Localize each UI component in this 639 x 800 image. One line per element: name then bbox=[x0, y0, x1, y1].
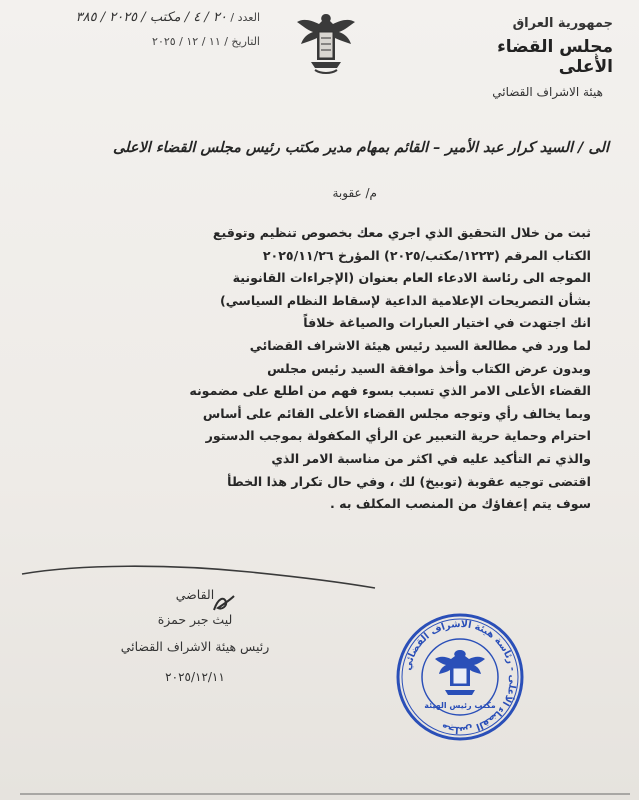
body-line: الموجه الى رئاسة الادعاء العام بعنوان (الإجراءات القانونية bbox=[232, 270, 591, 286]
body-line: ثبت من خلال التحقيق الذي اجري معك بخصوص تنظيم وتوقيع bbox=[212, 225, 591, 240]
body-line: انك اجتهدت في اختيار العبارات والصياغة خلافاً bbox=[303, 315, 591, 331]
body-line: سوف يتم إعفاؤك من المنصب المكلف به . bbox=[329, 496, 591, 512]
signatory-position: رئيس هيئة الاشراف القضائي bbox=[120, 639, 270, 654]
stamp-bottom-text: مكتب رئيس الهيئة bbox=[424, 701, 496, 710]
authority-name: هيئة الاشراف القضائي bbox=[492, 85, 603, 99]
subject-line: م/ عقوبة bbox=[332, 186, 377, 200]
date-value: ١١ / ١٢ / ٢٠٢٥ bbox=[152, 35, 221, 48]
body-line: احترام وحماية حرية التعبير عن الرأي المكفولة بموجب الدستور bbox=[205, 428, 591, 444]
signature-block bbox=[95, 585, 295, 684]
letter-body bbox=[96, 222, 591, 516]
signatory-title: القاضي bbox=[175, 587, 215, 602]
reference-number: ٢٠ / ٤ / مكتب / ٢٠٢٥ / ٣٨٥ bbox=[75, 10, 227, 25]
signatory-name: ليث جبر حمزة bbox=[157, 612, 233, 627]
official-stamp bbox=[395, 612, 525, 742]
letterhead-left bbox=[30, 8, 260, 48]
body-line: بشأن التصريحات الإعلامية الداعية لإسقاط النظام السياسي) bbox=[219, 292, 591, 308]
body-line: لما ورد في مطالعة السيد رئيس هيئة الاشراف القضائي bbox=[249, 337, 591, 353]
eagle-emblem-icon bbox=[295, 8, 357, 78]
date-label: التاريخ / bbox=[224, 35, 260, 48]
stamp-outer-text: مجلس القضاء الأعلى - رئاسة هيئة الاشراف القضائي bbox=[402, 618, 519, 736]
body-line: وبدون عرض الكتاب وأخذ موافقة السيد رئيس مجلس bbox=[267, 360, 591, 376]
council-name: مجلس القضاء الأعلى bbox=[497, 37, 613, 77]
body-line: والذي تم التأكيد عليه في اكثر من مناسبة الامر الذي bbox=[271, 450, 591, 466]
date-row bbox=[30, 35, 260, 48]
signature-date: ٢٠٢٥/١٢/١١ bbox=[165, 670, 225, 684]
reference-label: العدد / bbox=[230, 11, 260, 24]
body-line: اقتضى توجيه عقوبة (توبيخ) لك ، وفي حال تكرار هذا الخطأ bbox=[227, 473, 591, 489]
body-line: الكتاب المرقم (١٢٢٣/مكتب/٢٠٢٥) المؤرخ ٢٠٢٥/١١/٢٦ bbox=[262, 247, 591, 263]
country-name: جمهورية العراق bbox=[512, 16, 613, 31]
footer-rule bbox=[0, 772, 639, 800]
reference-row bbox=[30, 10, 260, 25]
letterhead-right bbox=[443, 16, 613, 99]
body-line: وبما يخالف رأي وتوجه مجلس القضاء الأعلى القائم على أساس bbox=[202, 405, 591, 421]
body-line: القضاء الأعلى الامر الذي تسبب بسوء فهم من اطلع على مضمونه bbox=[189, 383, 591, 399]
recipient-line: الى / السيد كرار عبد الأمير – القائم بمهام مدير مكتب رئيس مجلس القضاء الاعلى bbox=[112, 140, 609, 156]
